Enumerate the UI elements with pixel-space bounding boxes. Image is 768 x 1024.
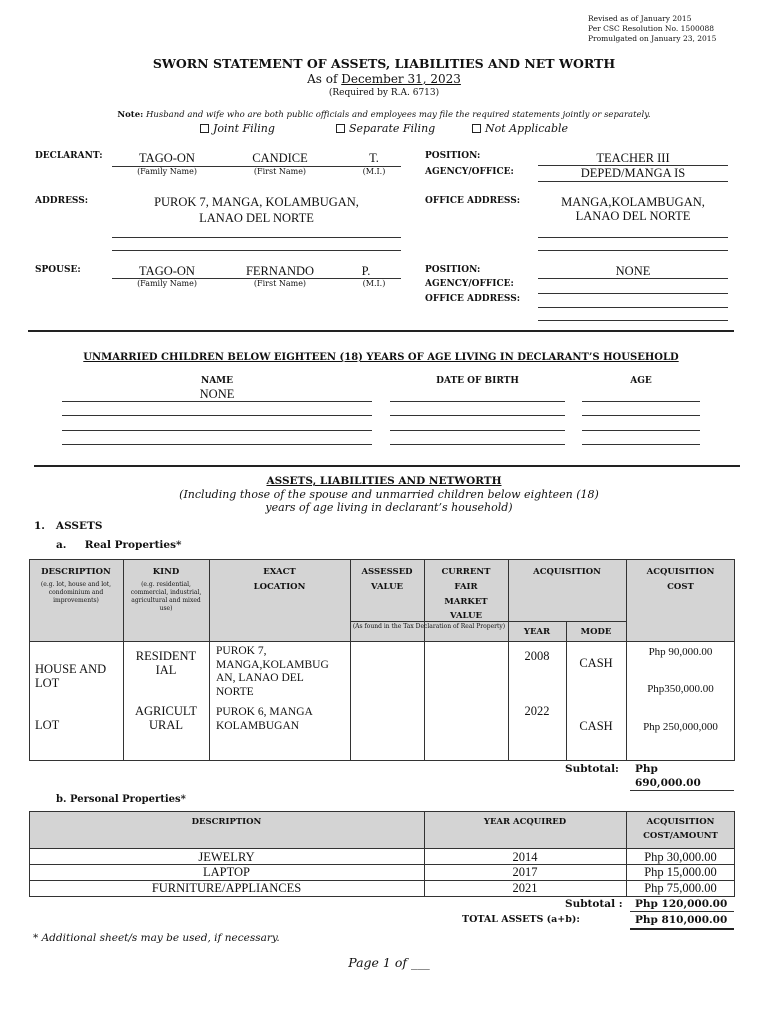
personal-col-year: YEAR ACQUIRED (483, 817, 567, 827)
children-line (62, 444, 372, 445)
section-divider (34, 465, 740, 467)
personal-col-description: DESCRIPTION (191, 817, 262, 827)
declarant-position: TEACHER III (596, 151, 670, 165)
first-name-caption: (First Name) (253, 279, 307, 288)
row-cost: Php 250,000,000 (643, 721, 718, 733)
total-rule (630, 928, 734, 930)
declarant-first-name: CANDICE (252, 151, 308, 165)
personal-col-cost: ACQUISITION (646, 817, 715, 827)
agency-line (538, 181, 728, 182)
spouse-position-line (538, 278, 728, 279)
personal-row-description: LAPTOP (202, 865, 250, 879)
children-line (62, 415, 372, 416)
row-kind-line: URAL (148, 718, 184, 732)
filing-option-not-applicable[interactable] (472, 122, 568, 135)
children-line (62, 401, 372, 402)
personal-row-year: 2021 (512, 881, 538, 895)
row-kind (123, 704, 209, 732)
note-text: Husband and wife who are both public officials and employees may file the required statements jointly or separately. (145, 110, 651, 120)
real-subtotal-currency: Php (635, 763, 658, 775)
col-year: YEAR (523, 627, 551, 637)
table-row (35, 662, 106, 690)
col-exact: EXACT (263, 567, 296, 577)
col-description-note: (e.g. lot, house and lot, condominium and improvements) (40, 581, 112, 604)
office-address-line (538, 250, 728, 251)
office-address-line1: MANGA,KOLAMBUGAN, (561, 195, 705, 209)
declarant-address-line2: LANAO DEL NORTE (199, 211, 314, 225)
mi-caption: (M.I.) (362, 167, 386, 176)
children-line (582, 401, 700, 402)
children-col-age: AGE (630, 376, 652, 386)
revision-line: Revised as of January 2015 (588, 14, 692, 23)
row-description: HOUSE AND (35, 662, 107, 676)
row-year: 2008 (524, 649, 550, 663)
family-name-caption: (Family Name) (137, 167, 197, 176)
real-properties-heading: a. Real Properties* (56, 539, 182, 551)
mi-caption: (M.I.) (362, 279, 386, 288)
personal-row-cost: Php 75,000.00 (644, 881, 717, 895)
row-location-line: NORTE (216, 685, 254, 698)
col-assessed: ASSESSED (361, 567, 413, 577)
row-kind-line: IAL (155, 663, 177, 677)
row-mode: CASH (579, 719, 613, 733)
total-assets-label: TOTAL ASSETS (a+b): (462, 914, 580, 925)
as-of-date: December 31, 2023 (341, 72, 461, 86)
total-assets-value: Php 810,000.00 (635, 914, 728, 926)
spouse-mi: P. (361, 264, 371, 278)
personal-row-year: 2014 (512, 850, 538, 864)
col-acquisition: ACQUISITION (533, 567, 601, 577)
col-kind-note: (e.g. residential, commercial, industrial, agricultural and mixed use) (130, 581, 202, 612)
spouse-office-line (538, 307, 728, 308)
children-line (582, 430, 700, 431)
real-subtotal-value: 690,000.00 (635, 777, 701, 789)
declarant-address-line1: PUROK 7, MANGA, KOLAMBUGAN, (154, 195, 359, 209)
personal-subtotal-value: Php 120,000.00 (635, 898, 728, 910)
personal-row-description: FURNITURE/APPLIANCES (151, 881, 302, 895)
declarant-mi: T. (369, 151, 379, 165)
first-name-caption: (First Name) (253, 167, 307, 176)
row-cost: Php350,000.00 (647, 683, 714, 695)
required-note: (Required by R.A. 6713) (328, 88, 440, 98)
col-description: DESCRIPTION (41, 567, 111, 577)
children-line (390, 444, 565, 445)
additional-sheet-note: * Additional sheet/s may be used, if necessary. (33, 932, 280, 944)
note-line (0, 110, 768, 120)
checkbox-icon[interactable] (200, 124, 209, 133)
filing-option-label: Separate Filing (349, 122, 436, 135)
declarant-label: DECLARANT: (35, 151, 103, 161)
col-current: CURRENT (441, 567, 491, 577)
children-col-name: NAME (200, 376, 234, 386)
subtotal-rule (630, 790, 734, 791)
position-label: POSITION: (425, 151, 481, 161)
revision-line: Promulgated on January 23, 2015 (588, 34, 717, 43)
assets-subtitle1: (Including those of the spouse and unmarried children below eighteen (18) (179, 488, 599, 501)
children-col-dob: DATE OF BIRTH (436, 376, 519, 386)
children-line (62, 430, 372, 431)
personal-properties-heading: b. Personal Properties* (56, 794, 186, 805)
page-title: SWORN STATEMENT OF ASSETS, LIABILITIES AND NET WORTH (152, 56, 616, 71)
checkbox-icon[interactable] (472, 124, 481, 133)
personal-row-cost: Php 30,000.00 (644, 850, 717, 864)
col-acquisition-cost: COST (667, 582, 694, 592)
col-current: VALUE (450, 611, 482, 621)
agency-label: AGENCY/OFFICE: (425, 167, 514, 177)
as-of-label: As of (307, 72, 338, 86)
address-line (112, 237, 401, 238)
revision-block (588, 14, 716, 44)
personal-subtotal-label: Subtotal : (565, 898, 623, 910)
col-kind: KIND (152, 567, 180, 577)
row-description: LOT (35, 718, 60, 732)
row-location-line: KOLAMBUGAN (216, 719, 300, 732)
personal-row-cost: Php 15,000.00 (644, 865, 717, 879)
declarant-agency: DEPED/MANGA IS (580, 166, 686, 180)
filing-option-label: Not Applicable (485, 122, 569, 135)
family-name-caption: (Family Name) (137, 279, 197, 288)
personal-col-cost: COST/AMOUNT (643, 831, 718, 841)
personal-row-year: 2017 (512, 865, 538, 879)
checkbox-icon[interactable] (336, 124, 345, 133)
table-rule (350, 621, 508, 622)
spouse-family-name: TAGO-ON (139, 264, 195, 278)
row-kind (123, 649, 209, 677)
children-line (582, 444, 700, 445)
row-location (216, 645, 329, 699)
assets-heading: 1. ASSETS (34, 520, 103, 532)
children-value: NONE (199, 387, 235, 401)
row-description: LOT (35, 676, 60, 690)
address-label: ADDRESS: (35, 196, 89, 206)
row-mode: CASH (579, 656, 613, 670)
revision-line: Per CSC Resolution No. 1500088 (588, 24, 715, 33)
row-location-line: PUROK 6, MANGA (216, 706, 313, 718)
col-current: MARKET (444, 597, 488, 607)
spouse-position: NONE (615, 264, 651, 278)
row-location-line: AN, LANAO DEL (216, 672, 304, 684)
assets-title: ASSETS, LIABILITIES AND NETWORTH (266, 475, 502, 487)
filing-option-separate[interactable] (336, 122, 435, 135)
children-line (390, 415, 565, 416)
filing-option-label: Joint Filing (213, 122, 275, 135)
office-address-label: OFFICE ADDRESS: (425, 196, 521, 206)
children-title: UNMARRIED CHILDREN BELOW EIGHTEEN (18) YEARS OF AGE LIVING IN DECLARANT’S HOUSEHOLD (83, 352, 679, 363)
real-subtotal-label: Subtotal: (565, 763, 619, 775)
page-number: Page 1 of ___ (348, 955, 430, 970)
declarant-family-name: TAGO-ON (139, 151, 195, 165)
col-current: FAIR (454, 582, 478, 592)
col-location: LOCATION (253, 582, 306, 592)
personal-row-description: JEWELRY (198, 850, 255, 864)
table-rule (508, 621, 626, 622)
row-kind-line: AGRICULT (134, 704, 198, 718)
children-line (390, 430, 565, 431)
row-location-line: PUROK 7, (216, 645, 267, 657)
row-year: 2022 (524, 704, 550, 718)
col-acquisition-cost: ACQUISITION (646, 567, 715, 577)
as-of-line (0, 72, 768, 86)
spouse-label: SPOUSE: (35, 265, 81, 275)
col-assessed-value: VALUE (371, 582, 403, 592)
row-kind-line: RESIDENT (135, 649, 197, 663)
spouse-office-line (538, 320, 728, 321)
subtotal-rule (630, 911, 734, 912)
row-cost: Php 90,000.00 (648, 646, 713, 658)
filing-option-joint[interactable] (200, 122, 275, 135)
spouse-position-label: POSITION: (425, 265, 481, 275)
spouse-first-name: FERNANDO (245, 264, 315, 278)
section-divider (28, 330, 734, 332)
col-mode: MODE (580, 627, 612, 637)
spouse-agency-line (538, 293, 728, 294)
row-location-line: MANGA,KOLAMBUG (216, 658, 329, 671)
spouse-office-address-label: OFFICE ADDRESS: (425, 294, 521, 304)
children-line (582, 415, 700, 416)
table-rule (566, 621, 567, 761)
office-address-line (538, 237, 728, 238)
assets-subtitle2: years of age living in declarant’s household) (265, 501, 513, 514)
note-label: Note: (117, 110, 144, 120)
tax-declaration-note: (As found in the Tax Declaration of Real Property) (352, 623, 506, 630)
children-line (390, 401, 565, 402)
address-line (112, 250, 401, 251)
spouse-agency-label: AGENCY/OFFICE: (425, 279, 514, 289)
row-location (216, 706, 313, 733)
office-address-line2: LANAO DEL NORTE (575, 209, 691, 223)
table-rule (29, 641, 735, 642)
